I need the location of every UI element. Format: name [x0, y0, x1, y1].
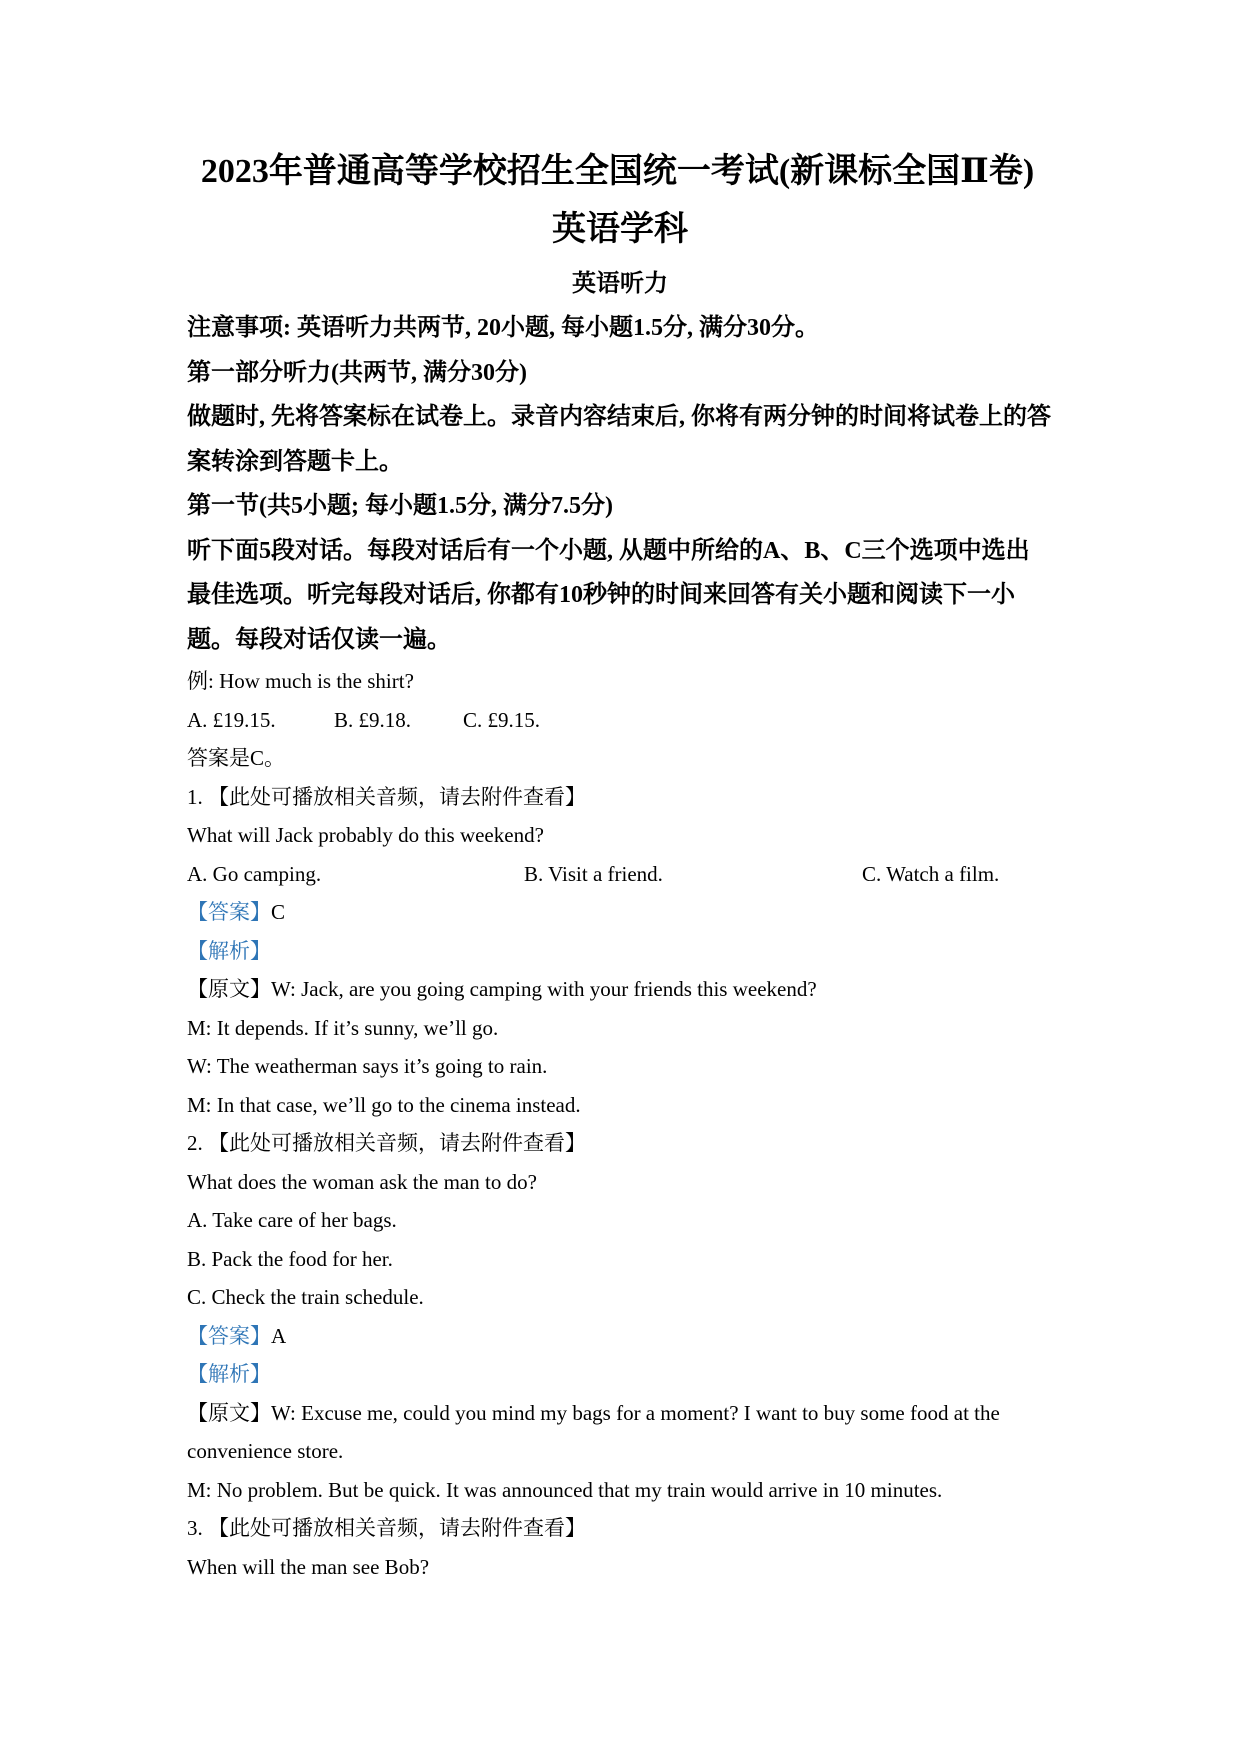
question-1-option-b: B. Visit a friend. — [524, 861, 663, 886]
original-label: 【原文】 — [187, 977, 271, 1001]
example-answer: 答案是C。 — [187, 746, 286, 770]
question-1-transcript-first — [187, 970, 1053, 1009]
question-2-text: What does the woman ask the man to do? — [187, 1169, 537, 1194]
question-3-header: 3. 【此处可播放相关音频，请去附件查看】 — [187, 1516, 586, 1540]
example-option-a: A. £19.15. — [187, 707, 276, 732]
question-3-text: When will the man see Bob? — [187, 1554, 430, 1579]
section1-heading: 第一节(共5小题; 每小题1.5分, 满分7.5分) — [187, 493, 613, 519]
transcript-line: M: No problem. But be quick. It was announced that my train would arrive in 10 minutes. — [187, 1477, 943, 1502]
example-options — [187, 701, 1053, 740]
question-2-option-b: B. Pack the food for her. — [187, 1246, 393, 1271]
question-2-analysis-label: 【解析】 — [187, 1362, 271, 1386]
question-1-analysis-label: 【解析】 — [187, 938, 271, 963]
transcript-line: W: Excuse me, could you mind my bags for a moment? I want to buy some food at the convenience store. — [187, 1400, 1000, 1463]
question-2-answer-value: A — [271, 1323, 287, 1348]
example-option-b: B. £9.18. — [334, 707, 412, 732]
question-1-header: 1. 【此处可播放相关音频，请去附件查看】 — [187, 784, 586, 809]
question-1-options — [187, 855, 1053, 894]
question-2-option-a: A. Take care of her bags. — [187, 1208, 397, 1232]
question-2-answer — [187, 1317, 1053, 1356]
transcript-line: W: Jack, are you going camping with your friends this weekend? — [271, 977, 817, 1001]
question-1-option-c: C. Watch a film. — [862, 861, 1000, 886]
part1-description: 做题时, 先将答案标在试卷上。录音内容结束后, 你将有两分钟的时间将试卷上的答案转涂到答题卡上。 — [187, 404, 1051, 475]
part1-heading: 第一部分听力(共两节, 满分30分) — [187, 359, 527, 386]
section-title: 英语听力 — [572, 271, 668, 297]
example-option-c: C. £9.15. — [463, 707, 541, 732]
notice-text: 注意事项: 英语听力共两节, 20小题, 每小题1.5分, 满分30分。 — [187, 315, 819, 341]
transcript-line: M: In that case, we’ll go to the cinema instead. — [187, 1092, 581, 1117]
answer-label: 【答案】 — [187, 900, 271, 924]
answer-label: 【答案】 — [187, 1323, 271, 1348]
question-1-answer-value: C — [271, 900, 286, 924]
question-1-option-a: A. Go camping. — [187, 861, 322, 886]
page-content — [187, 146, 1053, 1586]
subject-title: 英语学科 — [552, 211, 688, 248]
exam-title: 2023年普通高等学校招生全国统一考试(新课标全国Ⅱ卷) — [200, 153, 1035, 190]
question-2-option-c: C. Check the train schedule. — [187, 1285, 424, 1309]
question-1-answer — [187, 893, 1053, 932]
example-question: 例: How much is the shirt? — [187, 669, 414, 693]
transcript-line: W: The weatherman says it’s going to rain. — [187, 1054, 548, 1078]
question-2-header: 2. 【此处可播放相关音频，请去附件查看】 — [187, 1131, 586, 1155]
section1-description: 听下面5段对话。每段对话后有一个小题, 从题中所给的A、B、C三个选项中选出最佳选项。听完每段对话后, 你都有10秒钟的时间来回答有关小题和阅读下一小题。每段对话仅读一遍。 — [187, 537, 1030, 653]
question-1-text: What will Jack probably do this weekend? — [187, 823, 544, 847]
transcript-line: M: It depends. If it’s sunny, we’ll go. — [187, 1015, 499, 1040]
original-label: 【原文】 — [187, 1400, 271, 1425]
question-2-transcript-first — [187, 1394, 1053, 1471]
